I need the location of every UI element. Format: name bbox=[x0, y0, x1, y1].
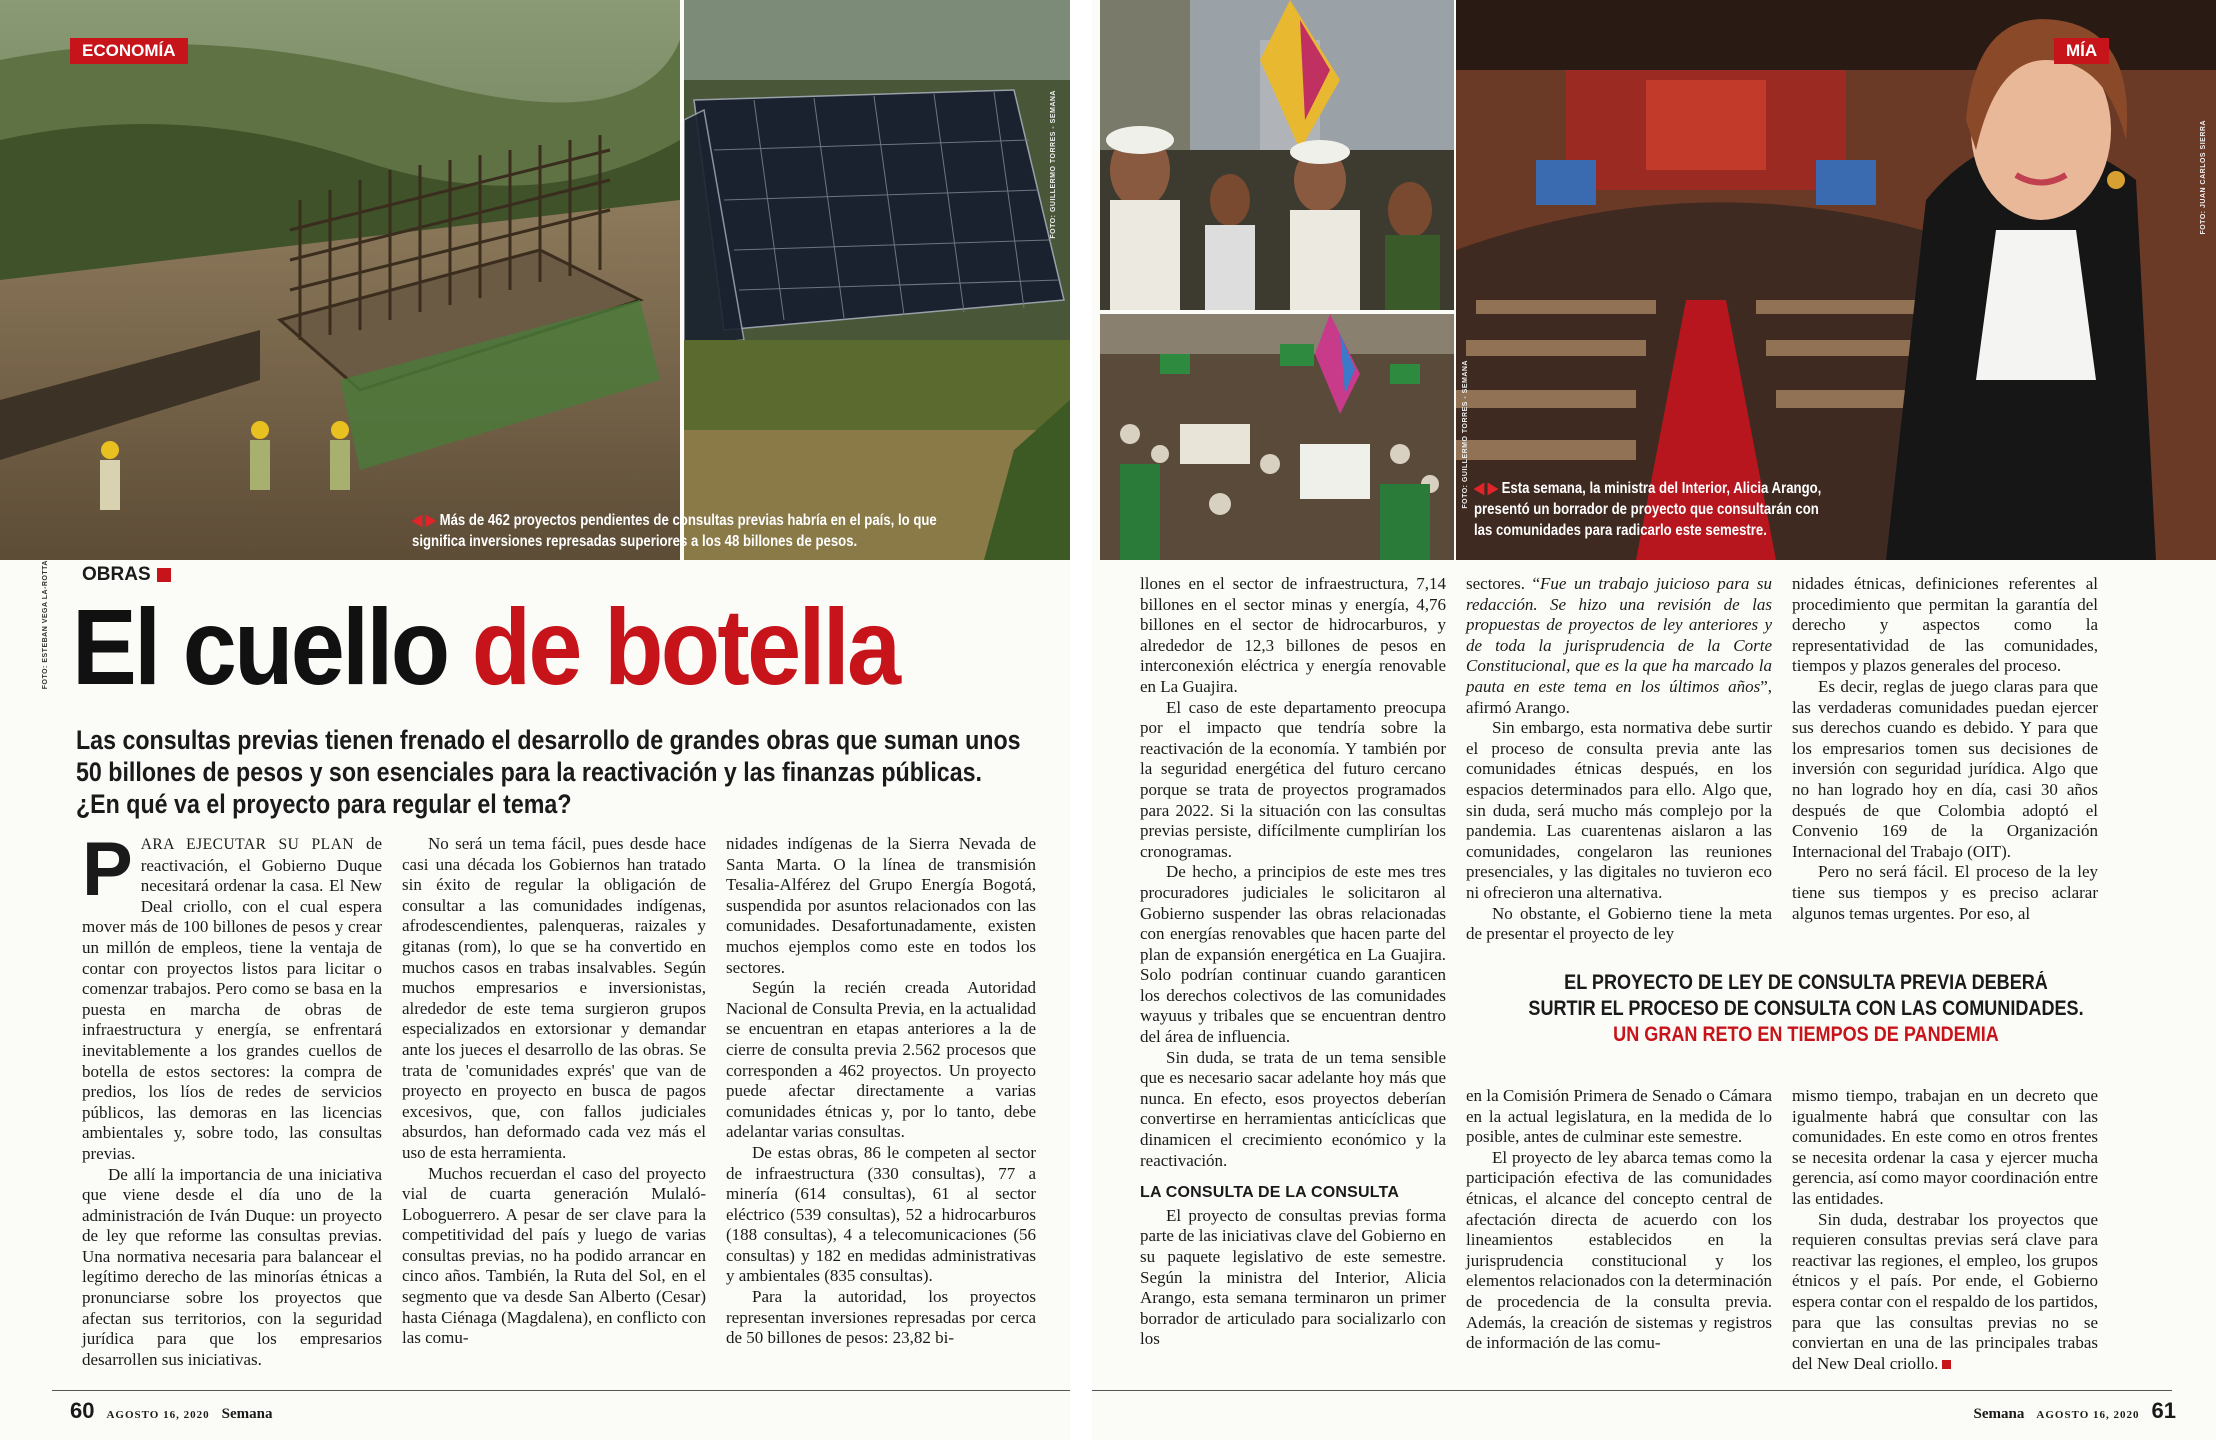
construction-illustration bbox=[0, 0, 680, 560]
r-col3b-para-2: Sin duda, destrabar los proyectos que requieren consultas previas será clave para reactivar las regiones, el empleo, los grupos étnicos y el país. Por ende, el Gobierno espera contar con el respaldo de los partidos, para que las consultas previas no se conviertan en una de las principales trabas del New Deal criollo. bbox=[1792, 1209, 2098, 1373]
right-column-3 bbox=[1792, 574, 2098, 924]
solar-panels-illustration bbox=[684, 0, 1070, 560]
r-col2b-para-1: en la Comisión Primera de Senado o Cámara en la actual legislatura, en la medida de lo posible, antes de culminar este semestre. bbox=[1466, 1086, 1772, 1147]
col3-para-4: Para la autoridad, los proyectos representan inversiones represadas por cerca de 50 billones de pesos: 23,82 bi- bbox=[726, 1287, 1036, 1348]
left-column-1 bbox=[82, 827, 383, 1370]
section-tab-right: MÍA bbox=[2054, 38, 2109, 64]
right-column-2 bbox=[1466, 574, 1772, 945]
photo-indigenous-leaders bbox=[1100, 0, 1454, 310]
magazine-name-right: Semana bbox=[1973, 1406, 2025, 1422]
left-column-3 bbox=[726, 834, 1036, 1349]
magazine-name: Semana bbox=[221, 1406, 273, 1422]
page-number: 60 bbox=[70, 1398, 95, 1423]
photo-credit-1: FOTO: ESTEBAN VEGA LA-ROTTA bbox=[42, 560, 49, 690]
col3-para-3: De estas obras, 86 le competen al sector de infraestructura (330 consultas), 77 a minería (614 consultas), 61 al sector eléctrico (539 consultas), 52 a hidrocarburos (188 consultas), 4 a telecomunicaciones (56 consultas) y 182 en medidas administrativas y ambientales (835 consultas). bbox=[726, 1142, 1036, 1286]
kicker-square-icon bbox=[157, 568, 171, 582]
col1-para-1: de reactivación, el Gobierno Duque necesitará ordenar la casa. El New Deal criollo, con el cual espera mover más de 100 billones de pesos y crear un millón de empleos, tiene la ventaja de contar con proyectos listos para licitar o comenzar trabajos. Pero como se basa en la puesta en marcha de obras de infraestructura y energía, se enfrentará inevitablemente a los grandes cuellos de botella de estos sectores: la compra de predios, los líos de redes de servicios públicos, las demoras en las licencias ambientales y, sobre todo, las consultas previas. bbox=[82, 834, 383, 1163]
subhead: LA CONSULTA DE LA CONSULTA bbox=[1140, 1184, 1400, 1202]
title-part-2: de botella bbox=[471, 586, 899, 707]
photo-credit-2: FOTO: GUILLERMO TORRES - SEMANA bbox=[1050, 90, 1057, 239]
article-deck: Las consultas previas tienen frenado el desarrollo de grandes obras que suman unos 50 billones de pesos y son esenciales para la reactivación y las finanzas públicas. ¿En qué va el proyecto para regular el tema? bbox=[76, 725, 1021, 819]
r-col1-para-3: De hecho, a principios de este mes tres procuradores judiciales le solicitaron al Gobierno suspender las obras relacionadas con energías renovables que hacen parte del plan de expansión energética en La Guajira. Solo podrían continuar cuando garanticen los derechos colectivos de las comunidades wayuus y tribales que se encuentran dentro del área de influencia. bbox=[1140, 862, 1446, 1047]
pull-quote-line-1: EL PROYECTO DE LEY DE CONSULTA PREVIA DEBERÁ bbox=[1564, 971, 2048, 994]
photo-construction-site bbox=[0, 0, 680, 560]
r-col2-quote: Fue un trabajo juicioso para su redacción. Se hizo una revisión de las propuestas de proyectos de ley anteriores y de toda la jurisprudencia de la Corte Constitucional, que es la que ha marcado la pauta en este tema en los últimos años bbox=[1466, 574, 1772, 696]
photo-credit-4: FOTO: JUAN CARLOS SIERRA bbox=[2200, 120, 2207, 235]
r-col1-para-2: El caso de este departamento preocupa por el impacto que tendría sobre la reactivación de la economía. Y también por la seguridad energética del futuro cercano porque se trata de proyectos programados para 2022. Si la situación con las consultas previas persiste, difícilmente cumplirían los cronogramas. bbox=[1140, 697, 1446, 861]
r-col2-quote-open: sectores. “ bbox=[1466, 574, 1541, 593]
caption-text-right: Esta semana, la ministra del Interior, Alicia Arango, presentó un borrador de proyecto que consultarán con las comunidades para radicarlo este semestre. bbox=[1474, 480, 1822, 539]
footer-rule bbox=[52, 1390, 1070, 1391]
kicker bbox=[82, 564, 171, 586]
photo-credit-3: FOTO: GUILLERMO TORRES - SEMANA bbox=[1462, 360, 1469, 509]
title-part-1: El cuello bbox=[72, 586, 448, 707]
left-column-2 bbox=[402, 834, 706, 1349]
photo-caption bbox=[412, 510, 990, 552]
protest-illustration bbox=[1100, 314, 1454, 560]
right-column-1 bbox=[1140, 574, 1446, 1350]
drop-cap: P bbox=[82, 827, 133, 912]
col2-para-1: No será un tema fácil, pues desde hace casi una década los Gobiernos han tratado sin éxito de regular la obligación de consultar a las comunidades indígenas, afrodescendientes, palenqueras, raizales y gitanas (rom), lo que se ha convertido en muchos casos en trabas insalvables. Según muchos empresarios e inversionistas, alrededor de este tema surgieron grupos especializados en extorsionar y demandar ante los jueces el desarrollo de las obras. Se trata de 'comunidades exprés' que van de proyecto en proyecto en busca de pagos excesivos, que, con fallos judiciales absurdos, han deformado cada vez más el uso de esta herramienta. bbox=[402, 834, 706, 1162]
kicker-label: OBRAS bbox=[82, 564, 151, 585]
leaders-illustration bbox=[1100, 0, 1454, 310]
r-col2-para-2: Sin embargo, esta normativa debe surtir el proceso de consulta previa ante las comunidades étnicas después, en los espacios determinados para ello. Algo que, sin duda, será mucho más complejo por la pandemia. Las cuarentenas aislaron a las comunidades, congelaron las reuniones presenciales, y las digitales no tuvieron eco ni ofrecieron una alternativa. bbox=[1466, 718, 1772, 902]
caption-arrows-icon-right: ◀ ▶ bbox=[1474, 480, 1498, 497]
lead-caps: ARA EJECUTAR SU PLAN bbox=[140, 836, 354, 853]
photo-congress-minister bbox=[1456, 0, 2216, 560]
congress-illustration bbox=[1456, 0, 2216, 560]
pull-quote-line-2: SURTIR EL PROCESO DE CONSULTA CON LAS COMUNIDADES. bbox=[1528, 997, 2084, 1020]
caption-arrows-icon: ◀ ▶ bbox=[412, 512, 436, 529]
r-col2-quote-close: ”, afirmó Arango. bbox=[1466, 676, 1772, 717]
r-col2b-para-2: El proyecto de ley abarca temas como la participación efectiva de las comunidades étnicas, el alcance del concepto central de afectación directa de acuerdo con los lineamientos establecidos en la jurisprudencia constitucional y los elementos relacionados con la determinación de procedencia de la consulta previa. Además, la creación de sistemas y registros de información de las comu- bbox=[1466, 1147, 1772, 1353]
pull-quote-line-3: UN GRAN RETO EN TIEMPOS DE PANDEMIA bbox=[1613, 1023, 1999, 1046]
col2-para-2: Muchos recuerdan el caso del proyecto vial de cuarta generación Mulaló-Loboguerrero. A pesar de ser clave para la competitividad del país y luego de varias consultas previas, no ha podido arrancar en cinco años. También, la Ruta del Sol, en el segmento que va desde San Alberto (Cesar) hasta Ciénaga (Magdalena), en conflicto con las comu- bbox=[402, 1163, 706, 1348]
r-col3-para-1: nidades étnicas, definiciones referentes al procedimiento que permitan la garantía del derecho y aspectos como la representatividad de las comunidades, tiempos y plazos generales del proceso. bbox=[1792, 574, 2098, 676]
issue-date-right: AGOSTO 16, 2020 bbox=[2036, 1409, 2140, 1421]
pull-quote bbox=[1514, 970, 2099, 1048]
section-tab: ECONOMÍA bbox=[70, 38, 188, 64]
right-column-3-bottom bbox=[1792, 1086, 2098, 1374]
page-60 bbox=[0, 0, 1070, 1440]
page-footer-right bbox=[1974, 1398, 2176, 1424]
r-col1-para-5: El proyecto de consultas previas forma parte de las iniciativas clave del Gobierno en su paquete legislativo de este semestre. Según la ministra del Interior, Alicia Arango, esta semana terminaron un primer borrador de articulado para socializarlo con los bbox=[1140, 1205, 1446, 1349]
r-col3b-para-1: mismo tiempo, trabajan en un decreto que igualmente habrá que consultar con las comunidades. En este como en otros frentes se necesita ordenar la casa y ejercer mucha gerencia, así como mayor coordinación entre las entidades. bbox=[1792, 1086, 2098, 1208]
photo-solar-panels bbox=[684, 0, 1070, 560]
col3-para-2: Según la recién creada Autoridad Nacional de Consulta Previa, en la actualidad se encuentran en etapas anteriores a la de cierre de consulta previa 2.562 procesos que corresponden a 462 proyectos. Un proyecto puede afectar directamente a varias comunidades étnicas y, por lo tanto, debe adelantar varias consultas. bbox=[726, 978, 1036, 1142]
article-title bbox=[72, 586, 899, 707]
col1-para-2: De allí la importancia de una iniciativa que viene desde el día uno de la administración de Iván Duque: un proyecto de ley que reforme las consultas previas. Una normativa necesaria para balancear el legítimo derecho de las minorías étnicas a pronunciarse sobre los proyectos que afectan sus territorios, con la seguridad jurídica para que los empresarios desarrollen sus iniciativas. bbox=[82, 1164, 382, 1369]
end-mark-icon bbox=[1942, 1360, 1951, 1369]
right-column-2-bottom bbox=[1466, 1086, 1772, 1354]
col3-para-1: nidades indígenas de la Sierra Nevada de Santa Marta. O la línea de transmisión Tesalia-Alférez del Grupo Energía Bogotá, suspendida por asuntos relacionados con las comunidades. Desafortunadamente, existen muchos ejemplos como este en todos los sectores. bbox=[726, 834, 1036, 977]
r-col1-para-1: llones en el sector de infraestructura, 7,14 billones en el sector minas y energía, 4,76 billones en el sector de hidrocarburos, y alrededor de 12,3 billones de pesos en interconexión eléctrica y energía renovable en La Guajira. bbox=[1140, 574, 1446, 696]
footer-rule-right bbox=[1092, 1390, 2172, 1391]
r-col3-para-2: Es decir, reglas de juego claras para que las verdaderas comunidades puedan ejercer sus derechos cuando es debido. Y para que los empresarios tomen sus decisiones de inversión con seguridad jurídica. Algo que no han logrado hoy en día, casi 30 años después de que Colombia adoptó el Convenio 169 de la Organización Internacional del Trabajo (OIT). bbox=[1792, 676, 2098, 861]
photo-caption-right bbox=[1474, 478, 1831, 541]
page-61 bbox=[1092, 0, 2216, 1440]
page-footer-left bbox=[70, 1398, 272, 1424]
r-col1-para-4: Sin duda, se trata de un tema sensible que es necesario sacar adelante hoy más que nunca. En efecto, esos proyectos deberían convertirse en herramientas anticíclicas que dinamicen el crecimiento económico y la reactivación. bbox=[1140, 1047, 1446, 1170]
page-number-right: 61 bbox=[2151, 1398, 2176, 1423]
photo-protest-march bbox=[1100, 314, 1454, 560]
issue-date: AGOSTO 16, 2020 bbox=[106, 1409, 210, 1421]
r-col2-para-3: No obstante, el Gobierno tiene la meta de presentar el proyecto de ley bbox=[1466, 903, 1772, 944]
r-col3-para-3: Pero no será fácil. El proceso de la ley tiene sus tiempos y es preciso aclarar algunos temas urgentes. Por eso, al bbox=[1792, 862, 2098, 923]
caption-text: Más de 462 proyectos pendientes de consultas previas habría en el país, lo que significa inversiones represadas superiores a los 48 billones de pesos. bbox=[412, 512, 937, 550]
